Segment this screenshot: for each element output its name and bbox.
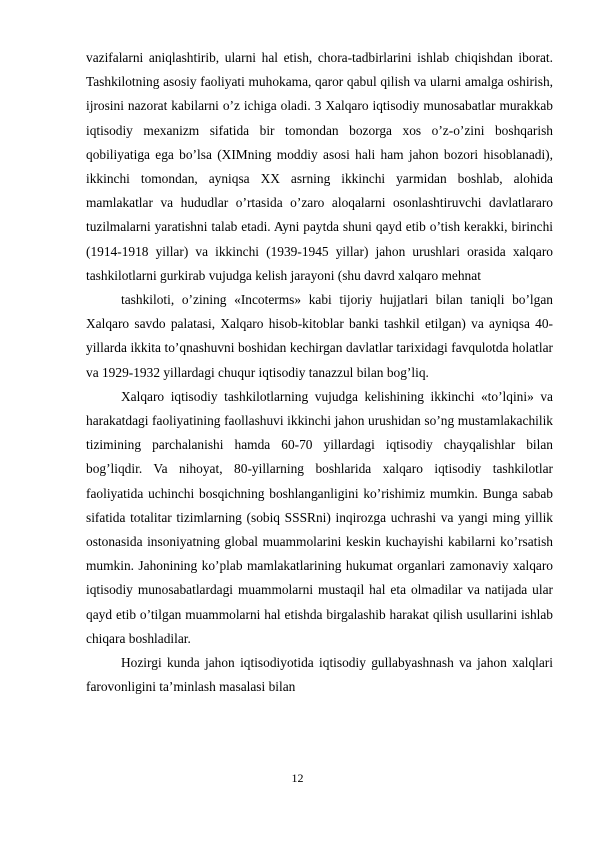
page-number: 12 [291, 771, 304, 785]
paragraph-3: Xalqaro iqtisodiy tashkilotlarning vujudga kelishining ikkinchi «to’lqini» va harakatdagi faoliyatining faollashuvi ikkinchi jahon urushidan so’ng mustamlakachilik tizimining parchalanishi hamda 60-70 yillardagi iqtisodiy chayqalishlar bilan bog’liqdir. Va nihoyat, 80-yillarning boshlarida xalqaro iqtisodiy tashkilotlar faoliyatida uchinchi bosqichning boshlanganligini ko’rishimiz mumkin. Bunga sabab sifatida totalitar tizimlarning (sobiq SSSRni) inqirozga uchrashi va yangi ming yillik ostonasida insoniyatning global muammolarini keskin kuchayishi kabilarni ko’rsatish mumkin. Jahonining ko’plab mamlakatlarining hukumat organlari zamonaviy xalqaro iqtisodiy munosabatlardagi muammolarni mustaqil hal eta olmadilar va natijada ular qayd etib o’tilgan muammolarni hal etishda birgalashib harakat qilish usullarini ishlab chiqara boshladilar. [86, 388, 553, 646]
document-body [86, 46, 553, 699]
paragraph-1: vazifalarni aniqlashtirib, ularni hal etish, chora-tadbirlarini ishlab chiqishdan iborat. Tashkilotning asosiy faoliyati muhokama, qaror qabul qilish va ularni amalga oshirish, ijrosini nazorat kabilarni o’z ichiga oladi. 3 Xalqaro iqtisodiy munosabatlar murakkab iqtisodiy mexanizm sifatida bir tomondan bozorga xos o’z-o’zini boshqarish qobiliyatiga ega bo’lsa (XIMning moddiy asosi hali ham jahon bozori hisoblanadi), ikkinchi tomondan, ayniqsa XX asrning ikkinchi yarmidan boshlab, alohida mamlakatlar va hududlar o’rtasida o’zaro aloqalarni osonlashtiruvchi davlatlararo tuzilmalarni yaratishni talab etadi. Ayni paytda shuni qayd etib o’tish kerakki, birinchi (1914-1918 yillar) va ikkinchi (1939-1945 yillar) jahon urushlari orasida xalqaro tashkilotlarni gurkirab vujudga kelish jarayoni (shu davrd xalqaro mehnat [86, 50, 553, 283]
paragraph-2: tashkiloti, o’zining «Incoterms» kabi tijoriy hujjatlari bilan taniqli bo’lgan Xalqaro savdo palatasi, Xalqaro hisob-kitoblar banki tashkil etilgan) va ayniqsa 40-yillarda ikkita to’qnashuvni boshidan kechirgan davlatlar tarixidagi favqulotda holatlar va 1929-1932 yillardagi chuqur iqtisodiy tanazzul bilan bog’liq. [86, 292, 553, 380]
paragraph-4: Hozirgi kunda jahon iqtisodiyotida iqtisodiy gullabyashnash va jahon xalqlari farovonligini ta’minlash masalasi bilan [86, 655, 553, 695]
